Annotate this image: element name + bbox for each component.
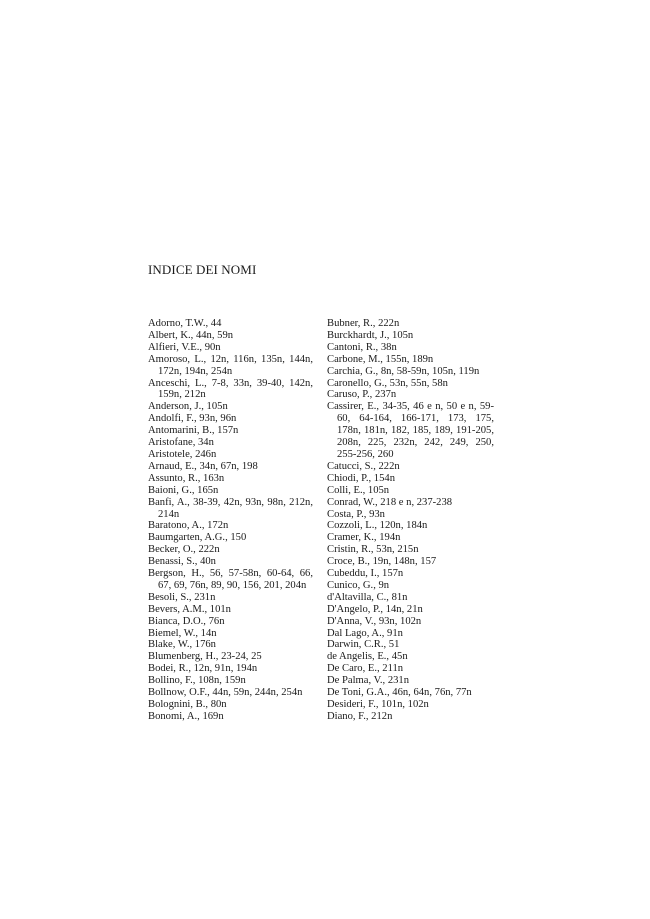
- index-entry: Burckhardt, J., 105n: [327, 329, 414, 341]
- index-entry: Blumenberg, H., 23-24, 25: [148, 651, 262, 663]
- index-entry: Caronello, G., 53n, 55n, 58n: [327, 377, 448, 389]
- index-entry: Bolognini, B., 80n: [148, 699, 227, 710]
- index-entry: Bianca, D.O., 76n: [148, 615, 225, 627]
- index-entry: Catucci, S., 222n: [327, 460, 400, 472]
- index-entry: Becker, O., 222n: [148, 544, 220, 556]
- index-entry: D'Anna, V., 93n, 102n: [327, 615, 422, 627]
- index-entry: Assunto, R., 163n: [148, 472, 225, 484]
- index-entry: Croce, B., 19n, 148n, 157: [327, 556, 437, 568]
- index-entry: Bubner, R., 222n: [327, 318, 400, 329]
- index-entry: Conrad, W., 218 e n, 237-238: [327, 496, 453, 508]
- index-entry: Adorno, T.W., 44: [148, 318, 222, 329]
- index-entry: Arnaud, E., 34n, 67n, 198: [148, 460, 258, 472]
- index-entry: Bonomi, A., 169n: [148, 710, 224, 722]
- index-entry: Baratono, A., 172n: [148, 520, 229, 532]
- index-entry: Bergson, H., 56, 57-58n, 60-64, 66, 67, 69, 76n, 89, 90, 156, 201, 204n: [148, 568, 313, 591]
- index-entry: Bodei, R., 12n, 91n, 194n: [148, 663, 258, 675]
- index-entry: Andolfi, F., 93n, 96n: [148, 413, 237, 425]
- index-entry: Antomarini, B., 157n: [148, 425, 239, 437]
- index-entry: Caruso, P., 237n: [327, 389, 397, 401]
- index-entry: Bollnow, O.F., 44n, 59n, 244n, 254n: [148, 687, 303, 699]
- index-entry: Cunico, G., 9n: [327, 579, 390, 591]
- index-entry: Bollino, F., 108n, 159n: [148, 675, 246, 687]
- index-entry: Baumgarten, A.G., 150: [148, 532, 247, 544]
- index-entry: Carchia, G., 8n, 58-59n, 105n, 119n: [327, 365, 480, 377]
- index-entry: Benassi, S., 40n: [148, 556, 216, 568]
- index-entry: Aristotele, 246n: [148, 448, 217, 460]
- index-entry: Carbone, M., 155n, 189n: [327, 353, 434, 365]
- index-entry: Amoroso, L., 12n, 116n, 135n, 144n, 172n, 194n, 254n: [148, 353, 313, 377]
- index-entry: De Caro, E., 211n: [327, 663, 404, 675]
- index-entry: Banfi, A., 38-39, 42n, 93n, 98n, 212n, 214n: [148, 496, 313, 520]
- index-entry: de Angelis, E., 45n: [327, 651, 408, 663]
- index-entry: Anceschi, L., 7-8, 33n, 39-40, 142n, 159n, 212n: [148, 377, 313, 401]
- index-entry: Baioni, G., 165n: [148, 484, 219, 496]
- index-entry: De Palma, V., 231n: [327, 675, 410, 687]
- index-entry: Aristofane, 34n: [148, 437, 214, 449]
- index-entry: Cramer, K., 194n: [327, 532, 401, 544]
- index-entry: Bevers, A.M., 101n: [148, 603, 231, 615]
- index-entry: Costa, P., 93n: [327, 508, 385, 520]
- index-column-left: [148, 318, 313, 723]
- index-entry: Cassirer, E., 34-35, 46 e n, 50 e n, 59-60, 64-164, 166-171, 173, 175, 178n, 181n, 182, 185, 189, 191-205, 208n, 225, 232n, 242, 249, 250, 255-256, 260: [327, 401, 494, 460]
- index-entry: Darwin, C.R., 51: [327, 639, 400, 651]
- index-column-right: [327, 318, 494, 723]
- index-entry: D'Angelo, P., 14n, 21n: [327, 603, 423, 615]
- index-entry: Biemel, W., 14n: [148, 627, 217, 639]
- index-entry: Colli, E., 105n: [327, 484, 390, 496]
- index-entry: d'Altavilla, C., 81n: [327, 591, 408, 603]
- index-entry: Blake, W., 176n: [148, 639, 216, 651]
- index-entry: Desideri, F., 101n, 102n: [327, 699, 429, 710]
- index-entry: Besoli, S., 231n: [148, 591, 216, 603]
- index-entry: Anderson, J., 105n: [148, 401, 228, 413]
- index-entry: Dal Lago, A., 91n: [327, 627, 403, 639]
- index-entry: Cristin, R., 53n, 215n: [327, 544, 419, 556]
- index-entry: Diano, F., 212n: [327, 710, 393, 722]
- index-entry: Alfieri, V.E., 90n: [148, 341, 221, 353]
- index-entry: Cantoni, R., 38n: [327, 341, 397, 353]
- index-entry: Cozzoli, L., 120n, 184n: [327, 520, 428, 532]
- page-title: INDICE DEI NOMI: [148, 262, 257, 277]
- index-entry: De Toni, G.A., 46n, 64n, 76n, 77n: [327, 687, 472, 699]
- index-entry: Chiodi, P., 154n: [327, 472, 395, 484]
- index-entry: Cubeddu, I., 157n: [327, 568, 404, 580]
- index-entry: Albert, K., 44n, 59n: [148, 329, 234, 341]
